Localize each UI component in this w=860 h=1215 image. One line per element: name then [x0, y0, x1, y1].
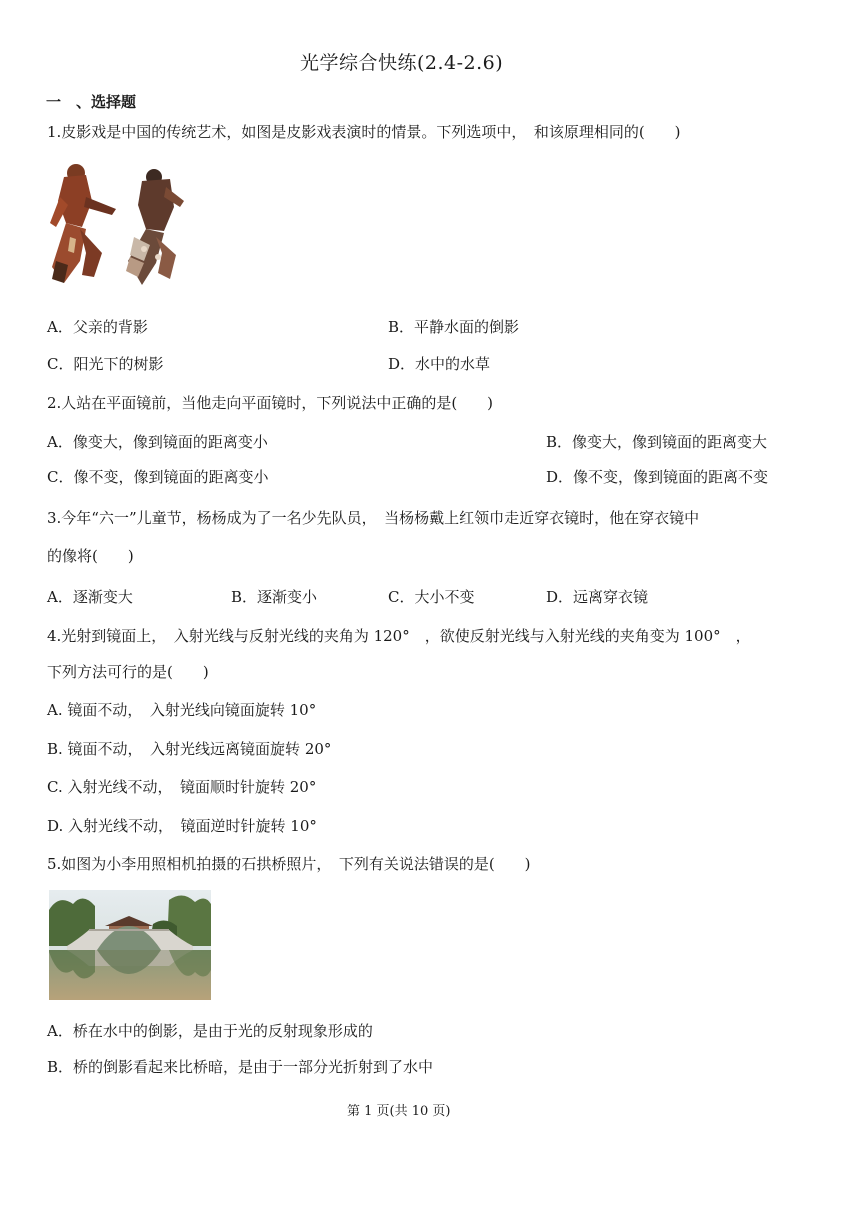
question-5-stem: 5.如图为小李用照相机拍摄的石拱桥照片， 下列有关说法错误的是( ) — [47, 855, 531, 873]
question-5-option-a: A．桥在水中的倒影，是由于光的反射现象形成的 — [47, 1022, 373, 1040]
question-1-option-d: D．水中的水草 — [388, 355, 491, 373]
stone-arch-bridge-photo — [49, 890, 211, 1000]
question-1-option-b: B．平静水面的倒影 — [388, 318, 520, 336]
shadow-puppet-image — [46, 157, 188, 291]
page-title: 光学综合快练(2.4-2.6) — [300, 52, 504, 74]
question-2-option-c: C．像不变，像到镜面的距离变小 — [47, 468, 269, 486]
question-1-option-a: A．父亲的背影 — [47, 318, 148, 336]
question-4-option-b: B. 镜面不动， 入射光线远离镜面旋转 20° — [47, 740, 332, 758]
question-4-stem-line-2: 下列方法可行的是( ) — [47, 663, 209, 681]
question-5-option-b: B．桥的倒影看起来比桥暗，是由于一部分光折射到了水中 — [47, 1058, 434, 1076]
question-2-option-a: A．像变大，像到镜面的距离变小 — [47, 433, 268, 451]
question-3-option-d: D．远离穿衣镜 — [546, 588, 649, 606]
question-3-option-c: C．大小不变 — [388, 588, 475, 606]
question-1-stem: 1.皮影戏是中国的传统艺术，如图是皮影戏表演时的情景。下列选项中， 和该原理相同的( ) — [47, 123, 681, 141]
question-4-option-c: C. 入射光线不动， 镜面顺时针旋转 20° — [47, 778, 317, 796]
question-3-option-a: A．逐渐变大 — [47, 588, 133, 606]
question-1-option-c: C．阳光下的树影 — [47, 355, 164, 373]
question-2-option-d: D．像不变，像到镜面的距离不变 — [546, 468, 769, 486]
question-3-option-b: B．逐渐变小 — [231, 588, 318, 606]
question-3-stem-line-1: 3.今年“六一”儿童节，杨杨成为了一名少先队员， 当杨杨戴上红领巾走近穿衣镜时，他在穿衣镜中 — [47, 509, 700, 527]
question-2-stem: 2.人站在平面镜前，当他走向平面镜时，下列说法中正确的是( ) — [47, 394, 494, 412]
page-footer: 第 1 页(共 10 页) — [347, 1104, 451, 1119]
question-4-stem-line-1: 4.光射到镜面上， 入射光线与反射光线的夹角为 120° ，欲使反射光线与入射光线的夹角变为 100° ， — [47, 627, 751, 645]
question-4-option-d: D. 入射光线不动， 镜面逆时针旋转 10° — [47, 817, 317, 835]
question-3-stem-line-2: 的像将( ) — [47, 547, 134, 565]
section-heading: 一 、选择题 — [46, 93, 137, 111]
question-4-option-a: A. 镜面不动， 入射光线向镜面旋转 10° — [47, 701, 317, 719]
question-2-option-b: B．像变大，像到镜面的距离变大 — [546, 433, 768, 451]
